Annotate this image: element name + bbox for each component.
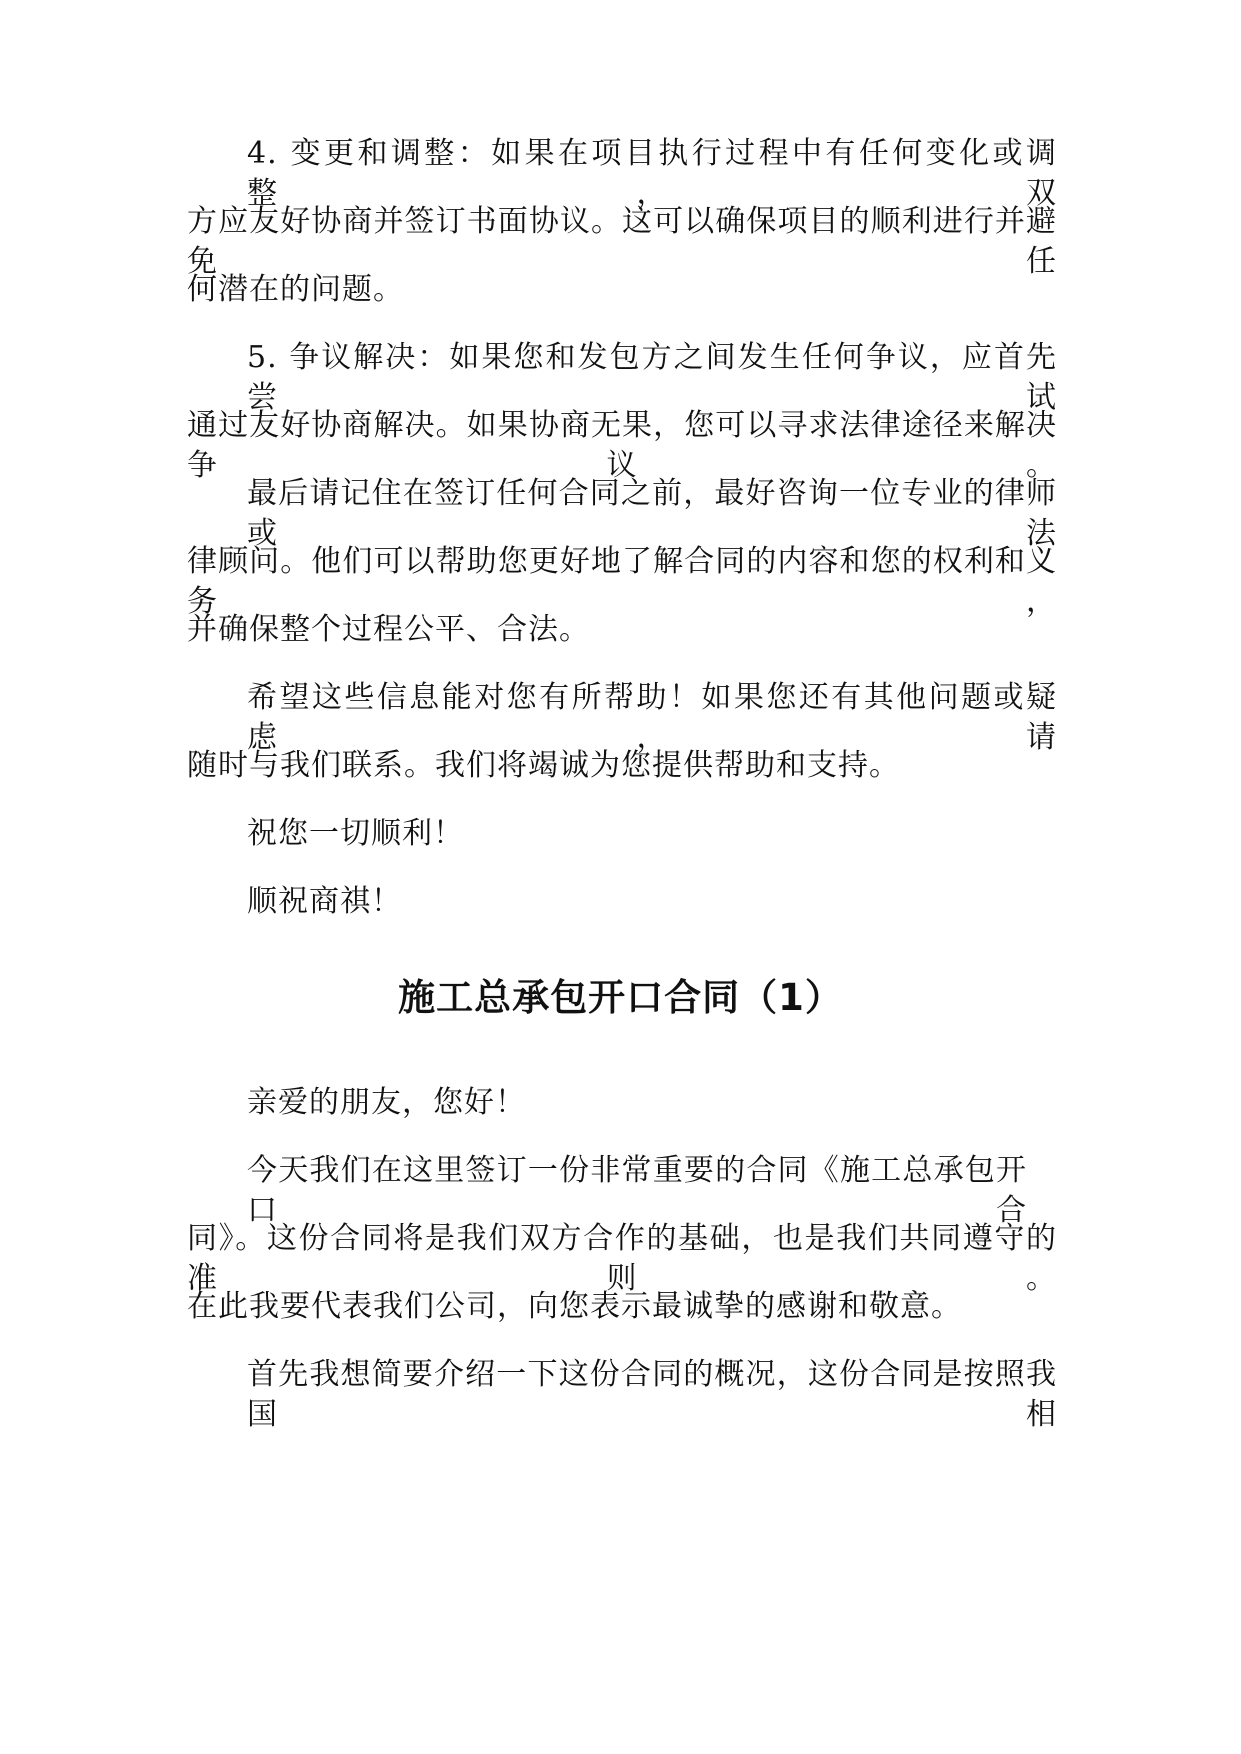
section-title: 施工总承包开口合同（1） (398, 976, 843, 1019)
advice-line-3: 并确保整个过程公平、合法。 (187, 612, 590, 647)
intro-line-2: 同》。这份合同将是我们双方合作的基础，也是我们共同遵守的准则。 (187, 1221, 1057, 1296)
paragraph-4-line-2: 方应友好协商并签订书面协议。这可以确保项目的顺利进行并避免任 (187, 204, 1057, 279)
paragraph-4-line-1: 4. 变更和调整：如果在项目执行过程中有任何变化或调整，双 (247, 136, 1057, 211)
hope-line-1: 希望这些信息能对您有所帮助！如果您还有其他问题或疑虑，请 (247, 680, 1057, 755)
intro-line-1: 今天我们在这里签订一份非常重要的合同《施工总承包开口合 (247, 1153, 1027, 1228)
greeting-line: 亲爱的朋友，您好！ (247, 1085, 526, 1120)
hope-line-2: 随时与我们联系。我们将竭诚为您提供帮助和支持。 (187, 748, 900, 783)
wishes-line: 祝您一切顺利！ (247, 816, 464, 851)
paragraph-5-line-1: 5. 争议解决：如果您和发包方之间发生任何争议，应首先尝试 (247, 340, 1057, 415)
intro-line-3: 在此我要代表我们公司，向您表示最诚挚的感谢和敬意。 (187, 1289, 962, 1324)
paragraph-5-line-2: 通过友好协商解决。如果协商无果，您可以寻求法律途径来解决争议。 (187, 408, 1057, 483)
paragraph-4-line-3: 何潜在的问题。 (187, 272, 404, 307)
advice-line-1: 最后请记住在签订任何合同之前，最好咨询一位专业的律师或法 (247, 476, 1057, 551)
closing-line: 顺祝商祺！ (247, 884, 402, 919)
advice-line-2: 律顾问。他们可以帮助您更好地了解合同的内容和您的权利和义务， (187, 544, 1057, 619)
overview-line-1: 首先我想简要介绍一下这份合同的概况，这份合同是按照我国相 (247, 1357, 1057, 1432)
